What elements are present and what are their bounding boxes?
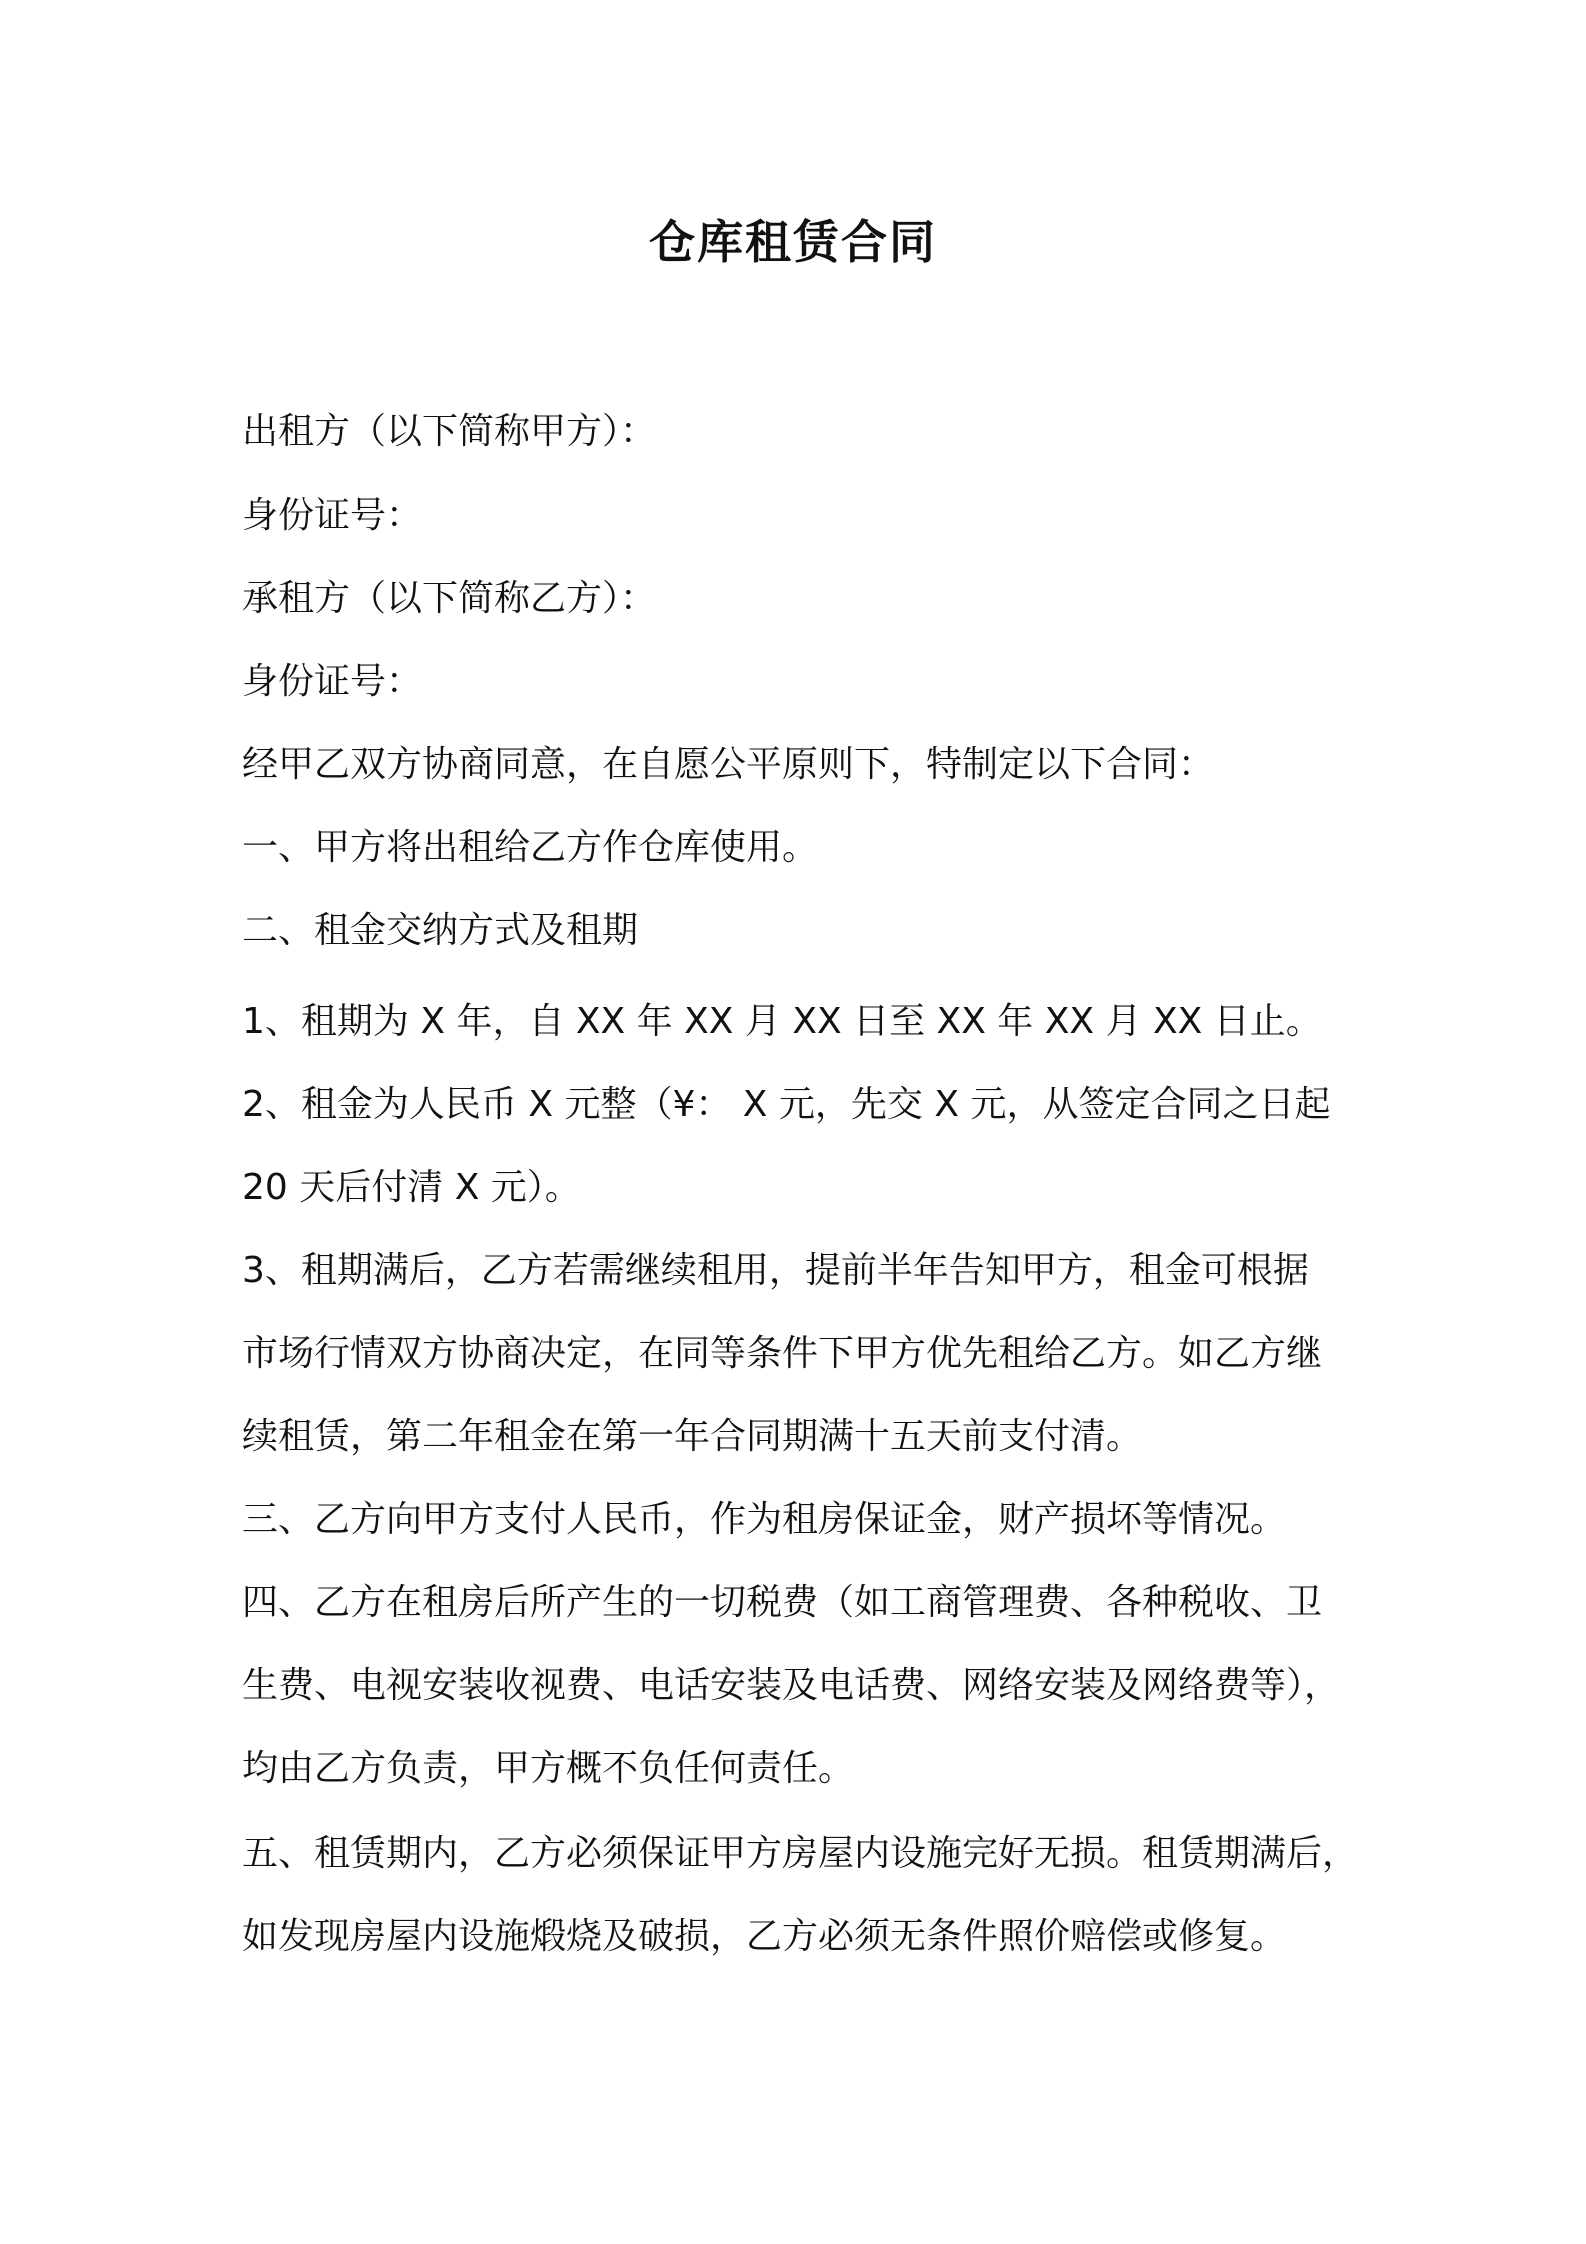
clause-2-heading: 二、租金交纳方式及租期 [242, 910, 639, 951]
lessee-line: 承租方（以下简称乙方）： [242, 578, 657, 619]
clause-4-line-1: 四、乙方在租房后所产生的一切税费（如工商管理费、各种税收、卫 [242, 1582, 1323, 1623]
clause-2-item-3-line-3: 续租赁，第二年租金在第一年合同期满十五天前支付清。 [242, 1416, 1143, 1457]
lessor-line: 出租方（以下简称甲方）： [242, 411, 657, 452]
clause-1-line: 一、甲方将出租给乙方作仓库使用。 [242, 827, 819, 868]
clause-2-item-3-line-2: 市场行情双方协商决定，在同等条件下甲方优先租给乙方。如乙方继 [242, 1333, 1323, 1374]
clause-4-line-2: 生费、电视安装收视费、电话安装及电话费、网络安装及网络费等）， [242, 1665, 1341, 1706]
clause-5-line-1: 五、租赁期内，乙方必须保证甲方房屋内设施完好无损。租赁期满后， [242, 1833, 1359, 1874]
clause-2-item-2-line-2: 20 天后付清 X 元）。 [242, 1167, 581, 1208]
lessee-id-line: 身份证号： [242, 661, 423, 702]
clause-2-item-1: 1、租期为 X 年，自 XX 年 XX 月 XX 日至 XX 年 XX 月 XX 日止。 [242, 1001, 1322, 1042]
clause-4-line-3: 均由乙方负责，甲方概不负任何责任。 [242, 1748, 855, 1789]
clause-2-item-3-line-1: 3、租期满后，乙方若需继续租用，提前半年告知甲方，租金可根据 [242, 1250, 1309, 1291]
clause-2-item-2-line-1: 2、租金为人民币 X 元整（¥： X 元，先交 X 元，从签定合同之日起 [242, 1084, 1331, 1125]
document-title: 仓库租赁合同 [649, 215, 937, 269]
clause-3-line: 三、乙方向甲方支付人民币，作为租房保证金，财产损坏等情况。 [242, 1499, 1287, 1540]
clause-5-line-2: 如发现房屋内设施煅烧及破损，乙方必须无条件照价赔偿或修复。 [242, 1916, 1287, 1957]
lessor-id-line: 身份证号： [242, 495, 423, 536]
preamble-line: 经甲乙双方协商同意，在自愿公平原则下，特制定以下合同： [242, 744, 1215, 785]
